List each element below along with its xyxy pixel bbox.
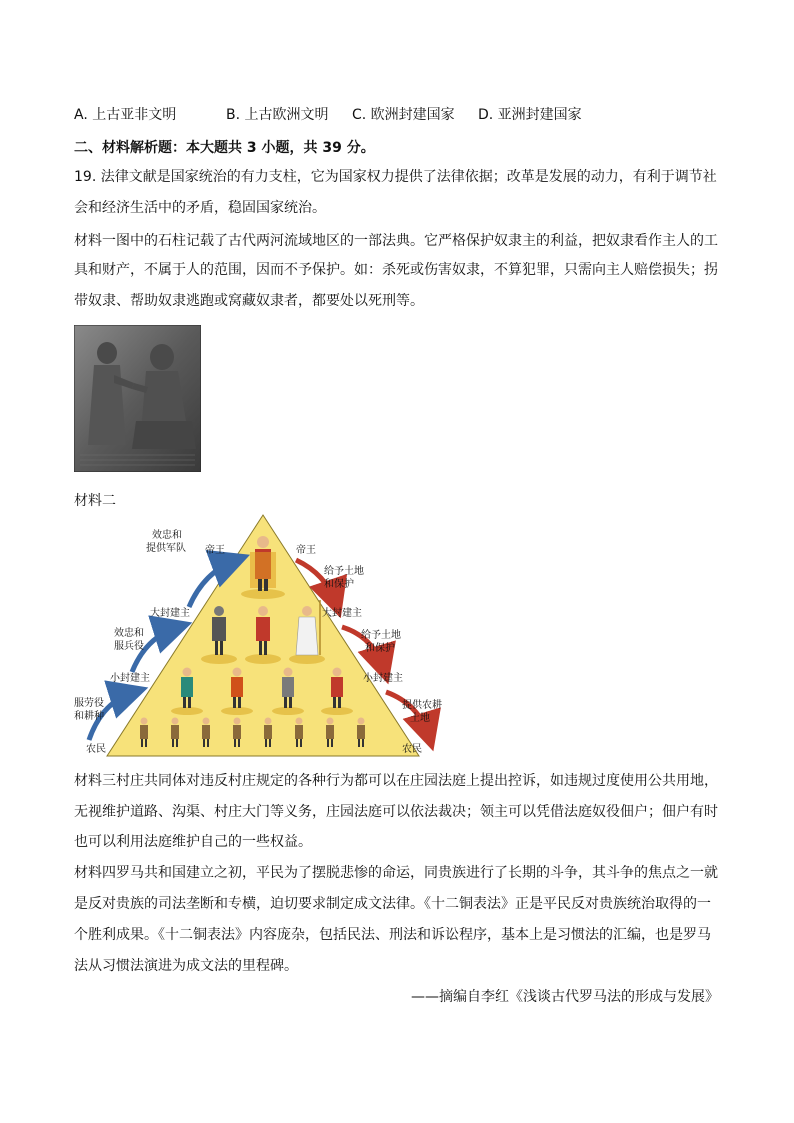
stone-stela-image bbox=[74, 325, 201, 472]
source-citation: ——摘编自李红《浅谈古代罗马法的形成与发展》 bbox=[411, 989, 719, 1005]
caption-left-bot-1: 服劳役 bbox=[74, 698, 104, 709]
label-small-lord-left: 小封建主 bbox=[110, 673, 150, 684]
caption-right-mid-2: 和保护 bbox=[365, 643, 395, 654]
material-1-line-3: 带奴隶、帮助奴隶逃跑或窝藏奴隶者，都要处以死刑等。 bbox=[74, 293, 424, 309]
caption-left-top-2: 提供军队 bbox=[146, 543, 186, 554]
material-3-line-1: 材料三村庄共同体对违反村庄规定的各种行为都可以在庄园法庭上提出控诉，如违规过度使用公共用地， bbox=[74, 773, 718, 789]
material-1-line-2: 具和财产，不属于人的范围，因而不予保护。如：杀死或伤害奴隶，不算犯罪，只需向主人赔偿损失；拐 bbox=[74, 262, 718, 278]
caption-right-mid-1: 给予土地 bbox=[361, 630, 401, 641]
caption-left-bot-2: 和耕种 bbox=[74, 711, 104, 722]
label-peasant-left: 农民 bbox=[86, 744, 106, 755]
material-2-label: 材料二 bbox=[74, 493, 116, 509]
option-c: C. 欧洲封建国家 bbox=[352, 107, 455, 123]
caption-right-top-1: 给予土地 bbox=[324, 566, 364, 577]
material-4-line-2: 是反对贵族的司法垄断和专横，迫切要求制定成文法律。《十二铜表法》正是平民反对贵族统治取得的一 bbox=[74, 896, 711, 912]
label-great-lord-left: 大封建主 bbox=[150, 608, 190, 619]
question-19-line-2: 会和经济生活中的矛盾，稳固国家统治。 bbox=[74, 200, 326, 216]
question-19-line-1: 19. 法律文献是国家统治的有力支柱，它为国家权力提供了法律依据；改革是发展的动力，有利于调节社 bbox=[74, 169, 717, 185]
section-title: 二、材料解析题：本大题共 3 小题，共 39 分。 bbox=[74, 140, 375, 156]
option-b: B. 上古欧洲文明 bbox=[226, 107, 329, 123]
caption-right-bot-2: 土地 bbox=[410, 713, 430, 724]
caption-left-top-1: 效忠和 bbox=[152, 530, 182, 541]
material-1-line-1: 材料一图中的石柱记载了古代两河流域地区的一部法典。它严格保护奴隶主的利益，把奴隶看作主人的工 bbox=[74, 233, 718, 249]
label-emperor-left: 帝王 bbox=[205, 545, 225, 556]
caption-left-mid-1: 效忠和 bbox=[114, 628, 144, 639]
material-4-line-3: 个胜利成果。《十二铜表法》内容庞杂，包括民法、刑法和诉讼程序，基本上是习惯法的汇编，也是罗马 bbox=[74, 927, 711, 943]
option-d: D. 亚洲封建国家 bbox=[478, 107, 582, 123]
material-3-line-3: 也可以利用法庭维护自己的一些权益。 bbox=[74, 834, 312, 850]
material-4-line-1: 材料四罗马共和国建立之初，平民为了摆脱悲惨的命运，同贵族进行了长期的斗争，其斗争的焦点之一就 bbox=[74, 865, 718, 881]
feudal-hierarchy-diagram bbox=[74, 512, 454, 758]
material-4-line-4: 法从习惯法演进为成文法的里程碑。 bbox=[74, 958, 298, 974]
material-3-line-2: 无视维护道路、沟渠、村庄大门等义务，庄园法庭可以依法裁决；领主可以凭借法庭奴役佃户；佃户有时 bbox=[74, 804, 718, 820]
caption-right-bot-1: 提供农耕 bbox=[402, 700, 442, 711]
label-great-lord-right: 大封建主 bbox=[322, 608, 362, 619]
caption-left-mid-2: 服兵役 bbox=[114, 641, 144, 652]
label-small-lord-right: 小封建主 bbox=[363, 673, 403, 684]
caption-right-top-2: 和保护 bbox=[324, 579, 354, 590]
label-emperor-right: 帝王 bbox=[296, 545, 316, 556]
label-peasant-right: 农民 bbox=[402, 744, 422, 755]
option-a: A. 上古亚非文明 bbox=[74, 107, 177, 123]
